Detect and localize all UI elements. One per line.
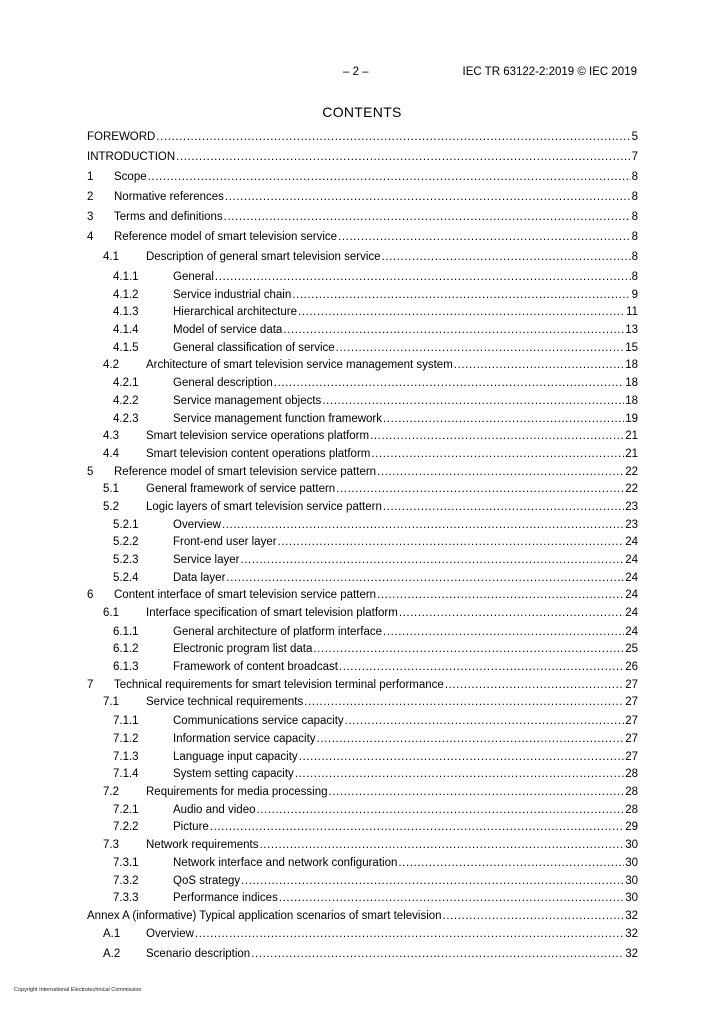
toc-dot-leader [370,430,624,442]
toc-entry-page: 9 [631,288,638,301]
toc-entry-number: 4.2.2 [113,394,139,407]
toc-dot-leader [224,211,631,223]
toc-entry[interactable] [87,430,638,448]
toc-entry-page: 24 [625,536,638,549]
toc-entry-title: Technical requirements for smart television terminal performance [114,678,444,691]
toc-entry-number: 4.2.1 [113,377,139,390]
toc-entry[interactable] [87,786,638,804]
toc-entry-number: 7.1.3 [113,750,139,763]
toc-entry-title: Reference model of smart television service [114,231,338,243]
toc-dot-leader [339,661,624,673]
toc-entry[interactable] [87,501,638,519]
toc-entry[interactable] [87,231,638,251]
toc-entry-page: 24 [625,625,638,638]
toc-entry-page: 8 [631,271,638,283]
toc-entry-number: 4.1.2 [113,288,139,301]
toc-dot-leader [383,626,624,638]
toc-entry-page: 7 [631,151,638,163]
toc-entry-number: 3 [87,211,94,223]
toc-entry-page: 29 [625,821,638,834]
toc-entry-page: 28 [625,803,638,816]
toc-dot-leader [256,804,624,816]
toc-entry-page: 8 [631,251,638,263]
toc-entry-number: 5.2.4 [113,571,139,584]
toc-entry[interactable] [87,306,638,324]
toc-dot-leader [259,839,624,851]
page-header [0,66,724,82]
toc-entry[interactable] [87,251,638,271]
toc-entry[interactable] [87,875,638,893]
toc-entry[interactable] [87,589,638,607]
toc-entry-title: Content interface of smart television service pattern [114,589,377,602]
toc-entry-page: 26 [625,660,638,673]
toc-entry-number: 7.1 [103,696,119,709]
toc-entry[interactable] [87,892,638,910]
toc-entry-page: 32 [625,927,638,940]
toc-dot-leader [398,857,624,869]
toc-entry[interactable] [87,910,638,928]
toc-dot-leader [298,306,625,318]
toc-entry[interactable] [87,324,638,342]
toc-entry[interactable] [87,696,638,715]
toc-entry-page: 30 [625,892,638,905]
toc-entry[interactable] [87,289,638,307]
toc-dot-leader [241,875,624,887]
toc-entry[interactable] [87,948,638,966]
toc-entry-title: Overview [146,927,194,940]
toc-entry-title: Normative references [114,191,224,203]
toc-entry[interactable] [87,483,638,501]
toc-entry-page: 30 [625,874,638,887]
toc-entry-number: 6.1.2 [113,643,139,656]
toc-entry[interactable] [87,804,638,822]
toc-entry-number: 4.1.5 [113,341,139,354]
toc-entry[interactable] [87,839,638,857]
toc-entry[interactable] [87,626,638,644]
toc-dot-leader [195,928,624,940]
toc-entry[interactable] [87,519,638,537]
toc-entry-title: Network interface and network configuration [173,856,398,869]
toc-dot-leader [279,892,624,904]
toc-entry-number: 4.1 [103,251,119,263]
toc-entry-number: 5.1 [103,483,119,496]
toc-entry-title: INTRODUCTION [87,151,176,163]
toc-entry[interactable] [87,643,638,661]
toc-entry-page: 8 [631,171,638,183]
toc-entry-title: Performance indices [173,892,278,905]
toc-entry[interactable] [87,131,638,151]
toc-entry-number: 5.2 [103,500,119,513]
toc-entry-page: 22 [625,483,638,496]
toc-entry-number: 4.1.4 [113,324,139,337]
toc-dot-leader [383,501,624,513]
toc-entry[interactable] [87,191,638,211]
toc-entry-number: A.2 [103,947,121,960]
toc-entry-title: Service management function framework [173,412,383,425]
toc-entry-number: 4.4 [103,447,119,460]
toc-entry-number: 5.2.3 [113,554,139,566]
toc-entry[interactable] [87,733,638,751]
toc-entry-page: 27 [625,678,638,691]
page-number: – 2 – [343,66,369,78]
toc-dot-leader [322,395,624,407]
toc-dot-leader [336,342,624,354]
toc-dot-leader [295,768,624,780]
toc-dot-leader [299,751,625,763]
toc-entry-number: 1 [87,171,94,183]
toc-entry[interactable] [87,857,638,875]
toc-entry-number: 7.3 [103,839,119,852]
toc-dot-leader [382,251,631,263]
toc-entry-page: 8 [631,211,638,223]
toc-entry-title: Smart television service operations platform [146,430,370,443]
toc-dot-leader [377,466,624,478]
toc-entry-number: 4.3 [103,430,119,443]
toc-entry-number: 7.2.1 [113,803,139,816]
table-of-contents [87,131,638,966]
toc-entry-title: General description [173,377,273,390]
toc-entry-page: 5 [631,131,638,143]
toc-entry-title: FOREWORD [87,131,156,143]
toc-entry-title: General [173,271,214,283]
toc-entry[interactable] [87,171,638,191]
toc-entry-title: Interface specification of smart television platform [146,607,398,620]
toc-entry[interactable] [87,377,638,395]
toc-entry[interactable] [87,413,638,431]
toc-entry-title: Front-end user layer [173,536,277,549]
toc-entry[interactable] [87,342,638,360]
toc-entry[interactable] [87,572,638,590]
toc-entry-title: Requirements for media processing [146,786,328,799]
toc-entry-title: Service management objects [173,394,322,407]
toc-entry-page: 8 [631,231,638,243]
toc-entry-title: Communications service capacity [173,715,344,728]
toc-entry-number: 4.1.3 [113,306,139,319]
toc-entry-title: Smart television content operations platform [146,447,371,460]
toc-entry-page: 11 [626,306,638,319]
toc-dot-leader [445,679,624,691]
toc-entry-page: 25 [625,643,638,656]
toc-dot-leader [338,231,631,243]
toc-entry-title: Picture [173,821,209,834]
toc-entry-title: QoS strategy [173,874,241,887]
contents-title: CONTENTS [322,104,402,120]
toc-entry-page: 21 [625,430,638,443]
toc-dot-leader [399,607,624,619]
toc-entry[interactable] [87,751,638,769]
toc-dot-leader [226,572,624,584]
toc-entry-page: 15 [625,341,638,354]
toc-dot-leader [240,554,624,566]
toc-dot-leader [443,910,625,922]
toc-entry[interactable] [87,536,638,554]
toc-entry-page: 24 [625,607,638,620]
toc-entry-title: Service layer [173,554,240,566]
toc-entry-number: 2 [87,191,94,203]
toc-entry[interactable] [87,679,638,697]
toc-entry-number: 7.3.1 [113,856,139,869]
toc-entry-page: 18 [625,377,638,390]
toc-entry-title: General classification of service [173,341,335,354]
toc-entry-title: Overview [173,518,221,531]
toc-entry-page: 23 [625,500,638,513]
toc-entry-number: 4.2.3 [113,412,139,425]
toc-entry[interactable] [87,768,638,786]
toc-dot-leader [454,359,624,371]
toc-entry-page: 21 [625,447,638,460]
toc-entry-title: Model of service data [173,324,283,337]
toc-entry-title: Architecture of smart television service management system [146,359,453,372]
toc-entry-title: Electronic program list data [173,643,313,656]
toc-entry[interactable] [87,359,638,377]
toc-entry[interactable] [87,395,638,413]
toc-entry-page: 27 [625,733,638,745]
toc-entry-page: 22 [625,465,638,478]
toc-entry-page: 27 [625,715,638,728]
toc-dot-leader [313,643,624,655]
toc-entry-title: General architecture of platform interface [173,625,383,638]
toc-entry-title: Data layer [173,571,226,584]
toc-entry-number: 5.2.2 [113,536,139,549]
toc-entry-title: Annex A (informative) Typical application scenarios of smart television [87,909,442,922]
toc-dot-leader [225,191,631,203]
toc-entry-number: A.1 [103,927,121,940]
document-id: IEC TR 63122-2:2019 © IEC 2019 [462,66,637,78]
toc-entry-number: 6 [87,589,94,602]
toc-entry-number: 7.3.3 [113,892,139,905]
toc-entry-page: 13 [625,324,638,337]
toc-entry-page: 24 [625,589,638,602]
toc-entry[interactable] [87,466,638,484]
toc-entry-title: Scenario description [146,947,251,960]
toc-entry-number: 7.3.2 [113,874,139,887]
toc-entry-number: 7.2.2 [113,821,139,834]
toc-dot-leader [329,786,625,798]
toc-entry-page: 18 [625,359,638,372]
toc-dot-leader [317,733,625,745]
toc-entry-number: 4.1.1 [113,271,139,283]
toc-entry-title: General framework of service pattern [146,483,336,496]
toc-entry-title: Information service capacity [173,733,316,745]
toc-entry-title: Description of general smart television service [146,251,381,263]
toc-entry-number: 6.1 [103,607,119,620]
copyright-footer: Copyright International Electrotechnical Commission [14,987,142,993]
toc-dot-leader [377,589,624,601]
toc-entry-title: Audio and video [173,803,256,816]
toc-entry-page: 23 [625,518,638,531]
toc-entry[interactable] [87,211,638,231]
toc-dot-leader [292,289,630,301]
toc-entry-title: Language input capacity [173,750,298,763]
toc-entry-page: 32 [625,909,638,922]
toc-entry-number: 7.1.4 [113,768,139,781]
toc-entry-title: Framework of content broadcast [173,660,338,673]
toc-entry-page: 28 [625,768,638,781]
toc-entry-number: 5.2.1 [113,518,139,531]
toc-entry-number: 4 [87,231,94,243]
toc-entry-title: Logic layers of smart television service pattern [146,500,382,513]
toc-entry[interactable] [87,821,638,839]
toc-dot-leader [176,151,630,163]
toc-entry-page: 19 [625,412,638,425]
toc-dot-leader [304,696,624,708]
toc-entry-title: System setting capacity [173,768,294,781]
toc-entry[interactable] [87,928,638,948]
toc-entry-page: 27 [625,750,638,763]
toc-entry-page: 8 [631,191,638,203]
toc-entry-number: 7.1.1 [113,715,139,728]
toc-entry[interactable] [87,715,638,733]
toc-entry[interactable] [87,448,638,466]
toc-entry[interactable] [87,554,638,572]
toc-dot-leader [210,821,624,833]
toc-dot-leader [336,483,624,495]
toc-entry[interactable] [87,271,638,289]
toc-dot-leader [283,324,624,336]
toc-entry-page: 24 [625,554,638,566]
toc-dot-leader [222,519,624,531]
toc-entry-title: Hierarchical architecture [173,306,297,319]
toc-dot-leader [274,377,624,389]
toc-entry-number: 7.2 [103,786,119,799]
toc-entry-title: Terms and definitions [114,211,223,223]
toc-entry-title: Scope [114,171,147,183]
toc-entry-page: 18 [625,394,638,407]
toc-entry-number: 7.1.2 [113,733,139,745]
toc-entry-number: 6.1.3 [113,660,139,673]
toc-dot-leader [278,536,625,548]
toc-entry-title: Reference model of smart television service pattern [114,465,377,478]
toc-dot-leader [383,413,624,425]
toc-entry-page: 32 [625,947,638,960]
toc-dot-leader [148,171,631,183]
toc-dot-leader [156,131,630,143]
toc-dot-leader [371,448,624,460]
toc-dot-leader [215,271,631,283]
toc-entry-page: 24 [625,571,638,584]
toc-entry-title: Network requirements [146,839,259,852]
toc-entry-number: 4.2 [103,359,119,372]
toc-entry[interactable] [87,151,638,171]
toc-entry-title: Service industrial chain [173,288,292,301]
toc-entry-page: 27 [625,696,638,709]
toc-entry-title: Service technical requirements [146,696,304,709]
toc-entry-page: 28 [625,786,638,799]
toc-entry-page: 30 [625,856,638,869]
toc-dot-leader [345,715,625,727]
toc-entry[interactable] [87,607,638,626]
toc-entry-number: 7 [87,678,94,691]
toc-entry-page: 30 [625,839,638,852]
toc-entry-number: 5 [87,465,94,478]
toc-dot-leader [251,948,624,960]
toc-entry[interactable] [87,661,638,679]
toc-entry-number: 6.1.1 [113,625,139,638]
